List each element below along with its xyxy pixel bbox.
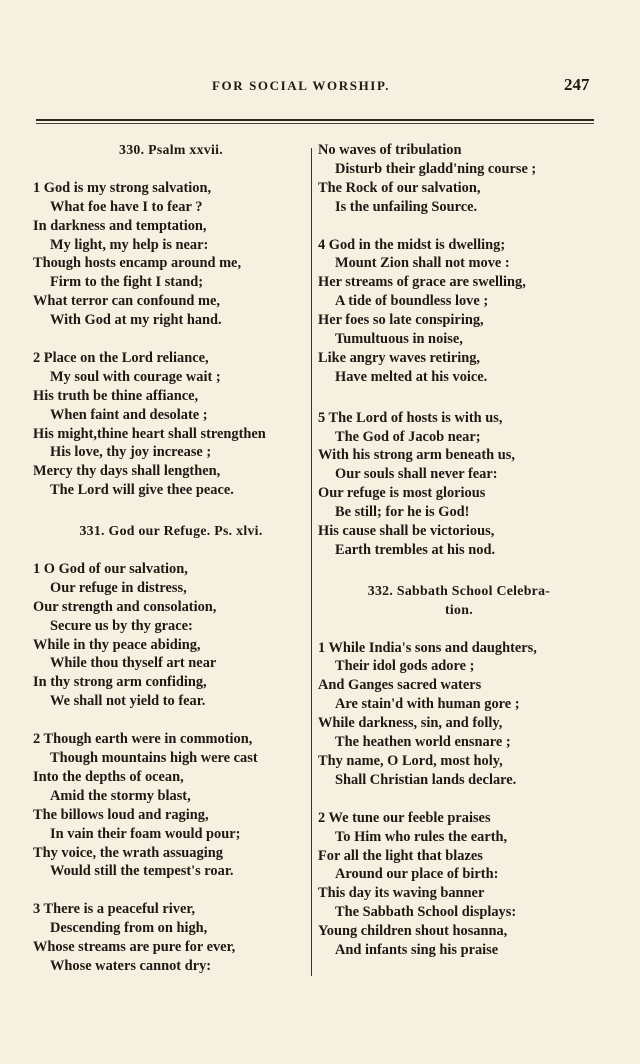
verse-line: Disturb their gladd'ning course ;: [335, 160, 537, 177]
right-column: [318, 141, 600, 960]
verse-line: To Him who rules the earth,: [335, 828, 508, 845]
verse-line: 1 While India's sons and daughters,: [318, 639, 537, 656]
verse-line: Our refuge is most glorious: [318, 485, 486, 502]
verse-line: What terror can confound me,: [33, 293, 220, 310]
verse-line: Descending from on high,: [50, 920, 208, 937]
running-title: FOR SOCIAL WORSHIP.: [212, 78, 391, 93]
verse-line: In vain their foam would pour;: [50, 825, 241, 842]
column-divider: [311, 148, 312, 976]
verse-line: While thou thyself art near: [50, 655, 217, 672]
verse-line: Young children shout hosanna,: [318, 923, 508, 940]
verse-line: Around our place of birth:: [335, 866, 499, 883]
verse-line: Mercy thy days shall lengthen,: [33, 463, 221, 480]
verse-line: When faint and desolate ;: [50, 406, 208, 423]
verse-line: Is the unfailing Source.: [335, 198, 478, 215]
verse-line: Would still the tempest's roar.: [50, 863, 234, 880]
verse-line: His love, thy joy increase ;: [50, 444, 212, 461]
hymn-332-title-continued: tion.: [445, 601, 473, 617]
verse-line: Their idol gods adore ;: [335, 658, 475, 675]
hymn-330-stanza-2: [33, 349, 309, 500]
verse-line: Amid the stormy blast,: [50, 787, 191, 804]
verse-line: And infants sing his praise: [335, 941, 499, 958]
verse-line: Mount Zion shall not move :: [335, 255, 510, 272]
verse-line: 2 Though earth were in commotion,: [33, 731, 253, 748]
verse-line: In thy strong arm confiding,: [33, 674, 207, 691]
hymn-330-stanza-1: [33, 179, 309, 330]
verse-line: His truth be thine affiance,: [33, 387, 199, 404]
hymn-331-title: 331. God our Refuge. Ps. xlvi.: [79, 523, 263, 539]
verse-line: And Ganges sacred waters: [318, 677, 482, 694]
verse-line: Though hosts encamp around me,: [33, 255, 242, 272]
verse-line: Secure us by thy grace:: [50, 617, 193, 634]
verse-line: 1 God is my strong salvation,: [33, 179, 212, 196]
hymn-331-stanza-2: [33, 730, 309, 881]
page-number: 247: [564, 75, 590, 94]
verse-line: In darkness and temptation,: [33, 217, 207, 234]
verse-line: A tide of boundless love ;: [335, 293, 489, 310]
verse-line: Our souls shall never fear:: [335, 466, 498, 483]
verse-line: While darkness, sin, and folly,: [318, 715, 503, 732]
hymn-331-continuation: [318, 141, 600, 217]
hymn-331-stanza-5: [318, 409, 600, 560]
left-column: [33, 141, 309, 976]
verse-line: Are stain'd with human gore ;: [335, 696, 520, 713]
hymn-332-stanza-1: [318, 639, 600, 790]
verse-line: We shall not yield to fear.: [50, 693, 206, 710]
verse-line: Thy voice, the wrath assuaging: [33, 844, 223, 861]
verse-line: Our refuge in distress,: [50, 579, 187, 596]
verse-line: Her foes so late conspiring,: [318, 312, 484, 329]
verse-line: Our strength and consolation,: [33, 598, 217, 615]
verse-line: 2 We tune our feeble praises: [318, 809, 491, 826]
verse-line: With his strong arm beneath us,: [318, 447, 515, 464]
verse-line: 4 God in the midst is dwelling;: [318, 236, 506, 253]
verse-line: His might,thine heart shall strengthen: [33, 425, 266, 442]
verse-line: No waves of tribulation: [318, 142, 462, 158]
verse-line: The billows loud and raging,: [33, 806, 209, 823]
verse-line: The Rock of our salvation,: [318, 179, 481, 196]
header-rule-thin: [36, 123, 594, 124]
hymn-331-stanza-4: [318, 236, 600, 387]
verse-line: The Lord will give thee peace.: [50, 482, 234, 499]
verse-line: 1 O God of our salvation,: [33, 561, 188, 578]
verse-line: Firm to the fight I stand;: [50, 274, 204, 291]
verse-line: Have melted at his voice.: [335, 368, 488, 385]
verse-line: Her streams of grace are swelling,: [318, 274, 526, 291]
verse-line: What foe have I to fear ?: [50, 198, 203, 215]
verse-line: The heathen world ensnare ;: [335, 734, 511, 751]
verse-line: While in thy peace abiding,: [33, 636, 201, 653]
verse-line: Tumultuous in noise,: [335, 331, 463, 348]
verse-line: Whose streams are pure for ever,: [33, 939, 236, 956]
verse-line: The Sabbath School displays:: [335, 904, 517, 921]
verse-line: The God of Jacob near;: [335, 428, 481, 445]
verse-line: Earth trembles at his nod.: [335, 541, 496, 558]
verse-line: 2 Place on the Lord reliance,: [33, 350, 209, 367]
verse-line: 3 There is a peaceful river,: [33, 901, 196, 918]
verse-line: With God at my right hand.: [50, 312, 222, 329]
verse-line: Into the depths of ocean,: [33, 768, 184, 785]
verse-line: Like angry waves retiring,: [318, 349, 481, 366]
verse-line: Whose waters cannot dry:: [50, 957, 212, 974]
verse-line: Though mountains high were cast: [50, 750, 258, 767]
verse-line: His cause shall be victorious,: [318, 523, 495, 540]
hymn-330-title: 330. Psalm xxvii.: [119, 142, 223, 157]
verse-line: Shall Christian lands declare.: [335, 771, 517, 788]
hymn-331-stanza-1: [33, 560, 309, 711]
header-rule: [36, 119, 594, 121]
page-header: [0, 75, 640, 100]
verse-line: Be still; for he is God!: [335, 504, 470, 521]
hymn-331-stanza-3: [33, 900, 309, 976]
verse-line: For all the light that blazes: [318, 847, 483, 864]
hymn-332-title: 332. Sabbath School Celebra-: [367, 582, 551, 598]
verse-line: Thy name, O Lord, most holy,: [318, 752, 503, 769]
verse-line: 5 The Lord of hosts is with us,: [318, 409, 503, 426]
verse-line: My soul with courage wait ;: [50, 368, 221, 385]
verse-line: This day its waving banner: [318, 885, 485, 902]
hymn-332-stanza-2: [318, 809, 600, 960]
verse-line: My light, my help is near:: [50, 236, 209, 253]
